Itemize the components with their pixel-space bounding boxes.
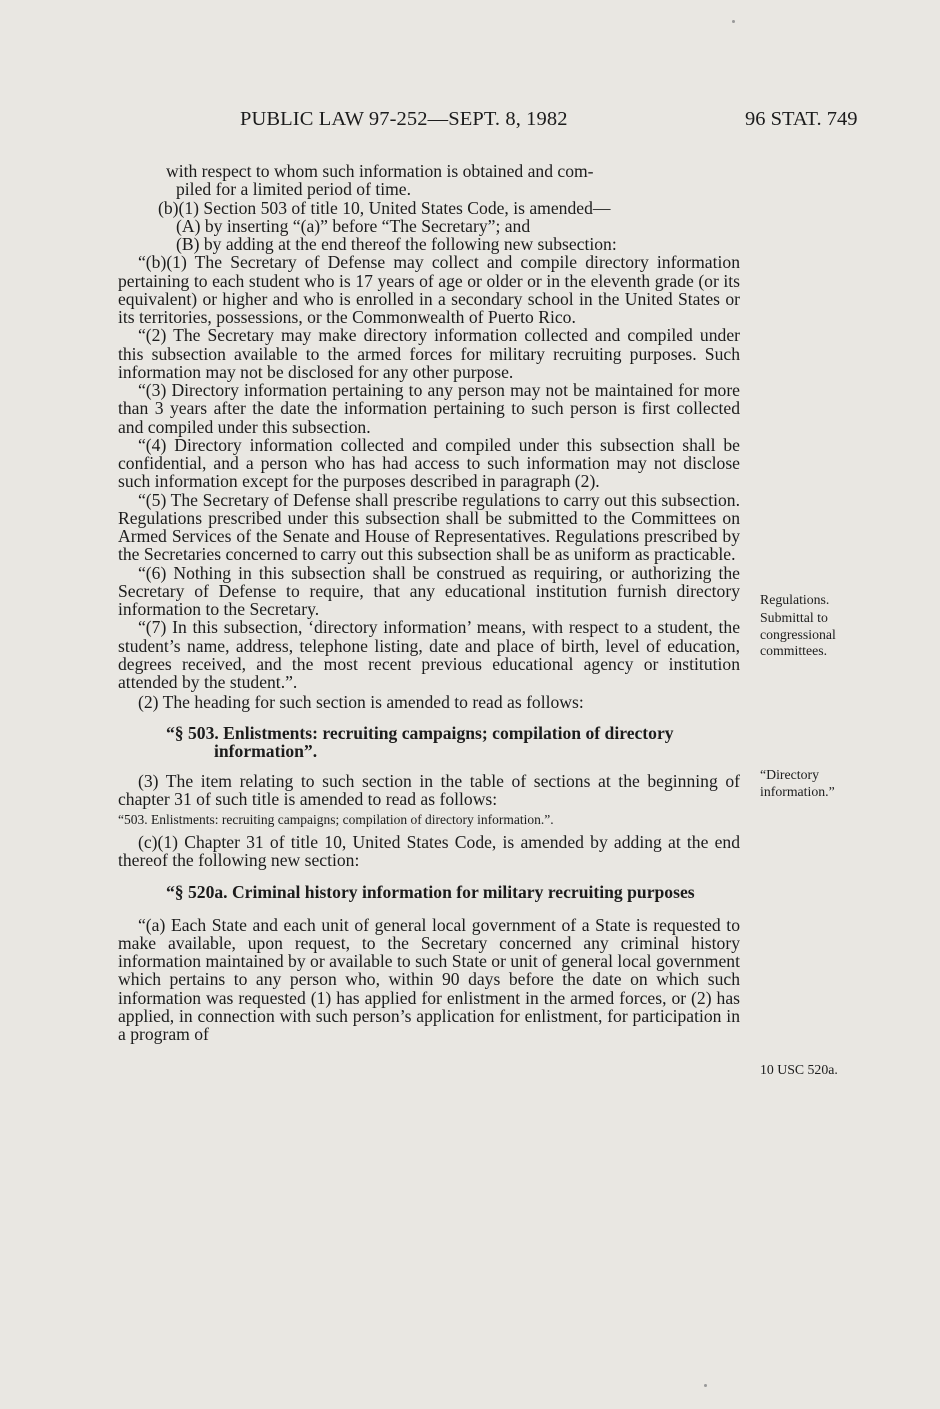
paragraph-subsection-6: “(6) Nothing in this subsection shall be construed as requiring, or authorizing the Secretary of Defense to require, that any educational institution furnish directory information to the Secretary. <box>118 562 740 619</box>
paragraph-continuation-line2: piled for a limited period of time. <box>176 179 412 200</box>
paragraph-c2-heading-amendment: (2) The heading for such section is amended to read as follows: <box>138 692 584 713</box>
running-header-title: PUBLIC LAW 97-252—SEPT. 8, 1982 <box>240 108 568 130</box>
margin-note-regulations: Regulations. <box>760 592 830 607</box>
margin-note-directory-information: “Directory information.” <box>760 767 835 799</box>
body-text <box>118 162 740 1043</box>
scan-speck <box>704 1384 707 1387</box>
paragraph-subsection-3: “(3) Directory information pertaining to any person may not be maintained for more than 3 years after the date the information pertaining to such person is first collected and compiled under this subsection. <box>118 380 740 437</box>
paragraph-table-of-sections: (3) The item relating to such section in the table of sections at the beginning of chapter 31 of such title is amended to read as follows: <box>118 771 740 810</box>
margin-note-submittal: Submittal to congressional committees. <box>760 610 836 658</box>
paragraph-b1-A: (A) by inserting “(a)” before “The Secretary”; and <box>176 215 531 236</box>
paragraph-b1: (b)(1) Section 503 of title 10, United States Code, is amended— <box>158 197 611 218</box>
scan-speck <box>732 20 735 23</box>
running-header-page-number: 96 STAT. 749 <box>745 108 858 130</box>
paragraph-continuation-line1: with respect to whom such information is obtained and com- <box>166 161 594 181</box>
paragraph-subsection-4: “(4) Directory information collected and compiled under this subsection shall be confidential, and a person who has had access to such information may not disclose such information except for the purposes described in paragraph (2). <box>118 434 740 492</box>
paragraph-c1: (c)(1) Chapter 31 of title 10, United States Code, is amended by adding at the end thereof the following new section: <box>118 831 740 870</box>
section-heading-520a: “§ 520a. Criminal history information for military recruiting purposes <box>166 882 695 903</box>
margin-note-usc-citation: 10 USC 520a. <box>760 1062 838 1077</box>
section-heading-503: “§ 503. Enlistments: recruiting campaigns; compilation of directory information”. <box>166 722 674 761</box>
paragraph-b1-B: (B) by adding at the end thereof the following new subsection: <box>176 234 617 254</box>
paragraph-subsection-2: “(2) The Secretary may make directory information collected and compiled under this subsection available to the armed forces for military recruiting purposes. Such information may not be disclosed for any other purpose. <box>118 325 740 382</box>
paragraph-subsection-b1: “(b)(1) The Secretary of Defense may collect and compile directory information pertaining to each student who is 17 years of age or older or in the eleventh grade (or its equivalent) or higher and who is enrolled in a secondary school in the United States or its territories, possessions, or the Commonwealth of Puerto Rico. <box>118 252 740 327</box>
paragraph-520a-a: “(a) Each State and each unit of general local government of a State is requested to make available, upon request, to the Secretary concerned any criminal history information maintained by or available to such State or unit of general local government which pertains to any person who, within 90 days before the date on which such information was requested (1) has applied for enlistment in the armed forces, or (2) has applied, in connection with such person’s application for enlistment, for participation in a program of <box>118 914 740 1044</box>
paragraph-subsection-5: “(5) The Secretary of Defense shall prescribe regulations to carry out this subsection. Regulations prescribed under this subsection shall be submitted to the Committees on Armed Services of the Senate and House of Representatives. Regulations prescribed by the Secretaries concerned to carry out this subsection shall be as uniform as practicable. <box>118 489 740 565</box>
paragraph-subsection-7: “(7) In this subsection, ‘directory information’ means, with respect to a student, the student’s name, address, telephone listing, date and place of birth, level of education, degrees received, and the most recent previous educational agency or institution attended by the student.”. <box>118 617 740 692</box>
table-of-sections-item: “503. Enlistments: recruiting campaigns; compilation of directory information.”. <box>118 811 554 827</box>
